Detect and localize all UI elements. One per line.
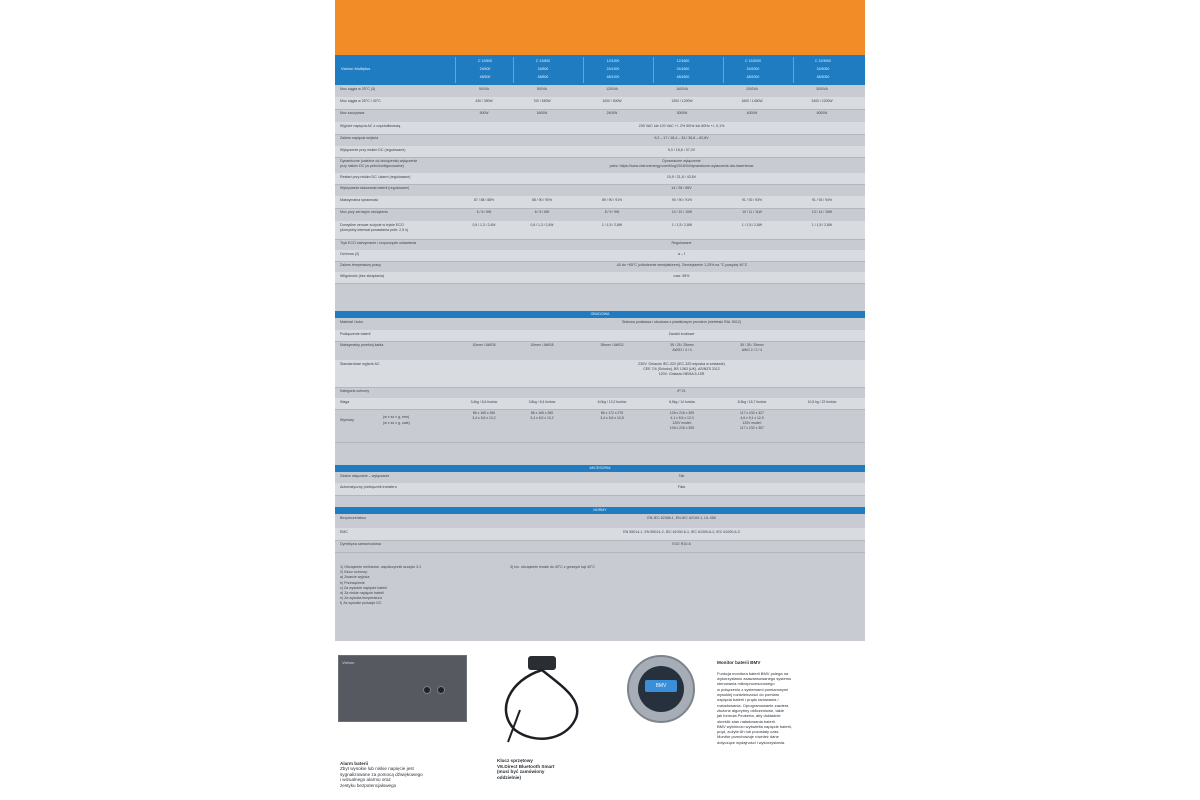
row-label: Zdalne włączanie – wyłączanie [340,474,390,478]
row-label: Moc przy zerowym obciążeniu [340,210,389,214]
row-value: ECE R10-6 [672,542,691,546]
monitor-display: BMV [645,680,677,692]
table-row [335,540,865,553]
row-cell: 105 x 216 x 305 4,1 x 8,5 x 12,0 120V model: 105 x 216 x 305 [669,411,695,430]
row-cell: 88 / 90 / 90% [532,198,552,202]
row-value: 230V: Gniazdo IEC-320 (IEC-320 wtyczka w zestawie) CEE 7/4 (Schuko), BS 1363 (UK), AS/NZS 3112 120V: Gniazdo NEMA 5-15R [638,362,725,376]
spec-table [335,55,865,641]
row-label: Wymiary [340,418,354,422]
footnote-left: 1) Obciążenie nieliniowe, współczynnik szczytu 3:1 2) Klucz ochrony: a) Zwarcie wyjścia b) Przeciążenie c) Za wysokie napięcie baterii d) Za niskie napięcie baterii e) Za wysoka temperatura f) Za wysokie pulsacje DC [340,565,422,606]
footnote-right: 3) Inc. obciążenie trwałe do 40°C z gorszym kąt 40°C [510,565,595,569]
footnotes [340,565,860,606]
dongle-caption: Klucz sprzętowy VE.Direct Bluetooth Smart (musi być zamówiony oddzielnie) [497,758,555,780]
model-column-header: C 12/800 24/800 48/800 [513,57,572,83]
row-label: Domyślne zerowe zużycie w trybie ECO (domyślny interwał ponawiania prób: 2,5 s) [340,223,409,232]
row-label: Zakres temperatury pracy [340,263,381,267]
row-label: Kategoria ochrony [340,389,370,393]
row-cell: 10mm² / AWG8 [530,343,554,347]
row-cell: 2000VA [746,87,758,91]
row-label: Moc szczytowa [340,111,365,115]
row-label: Tryb ECO zatrzymanie i rozpoczęcie ustawienia [340,241,417,245]
knob-icon [423,686,431,694]
row-cell: 2400W [606,111,618,115]
row-cell: 87 / 88 / 88% [474,198,494,202]
row-cell: 1 / 1,5 / 2,8W [601,223,623,227]
monitor-description-block [717,655,861,750]
row-cell: 4000W [746,111,758,115]
row-cell: 1600VA [676,87,688,91]
row-label: Bezpieczeństwo [340,516,366,520]
row-label: Materiał i kolor [340,320,364,324]
row-cell: 3000W [676,111,688,115]
row-cell: 86 x 165 x 260 3,4 x 6,5 x 10,2 [472,411,496,420]
row-label: EMC [340,530,348,534]
row-label: Moc ciągła w 25°C / 40°C [340,99,381,103]
row-value: 230 VAC lub 120 VAC +/- 2% 50Hz lub 60Hz +/- 0,1% [638,124,725,128]
section-header-accessories: AKCESORIA [335,465,865,472]
cable-end-icon [508,710,520,742]
table-row [335,483,865,496]
panel-logo: Victron [342,660,355,665]
table-row [335,514,865,529]
row-value: EN 55014-1, EN 55014-2, IEC 61000-6-1, IEC 61000-6-2, IEC 61000-6-3 [623,530,740,534]
row-cell: 6,5kg / 14 funtów [669,400,695,404]
row-cell: 0,6 / 1,3 / 2,4W [472,223,496,227]
alarm-caption [340,755,465,794]
table-row [335,409,865,443]
row-cell: 91 / 92 / 94% [812,198,832,202]
row-label: Ochrona (2) [340,252,360,256]
table-row [335,341,865,361]
row-label: Wyłączenie przy niskim DC (regulowane) [340,148,406,152]
row-cell: 800VA [537,87,547,91]
row-cell: 900W [479,111,489,115]
row-cell: 0,6 / 1,3 / 2,4W [530,223,554,227]
cable-icon [506,670,577,739]
table-row [335,360,865,388]
row-value: -40 do +65°C (chłodzenie wentylatorem). Zmniejszenie 1,25% na °C powyżej 40°C [615,263,748,267]
row-value: Stalowa podstawa i obudowa z plastikowym przodem (niebieski RAL 5012) [621,320,742,324]
row-value: 10,9 / 21,8 / 43,6V [666,175,697,179]
row-cell: 1 / 1,5 / 2,8W [811,223,833,227]
row-cell: 6,0kg / 13,2 funtów [597,400,627,404]
monitor-face [638,666,684,712]
table-header [335,55,865,85]
row-cell: 700 / 650W [533,99,551,103]
row-label: Automatyczny przełącznik transferu [340,485,397,489]
row-label: Podłączenie baterii [340,332,371,336]
row-value: Dynamiczne wyłączenie patrz: https://www.victronenergy.com/blog/2018/04/dynamiczne-wylaczenie-dla-inwerterow [609,159,754,168]
row-value: Regulowane [671,241,692,245]
row-cell: 1600 / 1450W [741,99,763,103]
row-cell: 86 x 165 x 260 3,4 x 6,5 x 10,2 [530,411,554,420]
row-label: Standardowe wyjście AC [340,362,380,366]
alarm-description: Zbyt wysokie lub niskie napięcie jest sygnalizowane za pomocą dźwiękowego i wizualnego alarmu oraz zestyku bezpotencjałowego [340,766,423,788]
row-label: Restart przy niskim DC i alarm (regulowane) [340,175,411,179]
table-row [335,157,865,174]
row-label: Wykrywanie ładowania baterii (regulowane) [340,186,410,190]
row-cell: 117 x 232 x 327 4,6 x 9,1 x 12,9 120V model: 117 x 232 x 367 [740,411,764,430]
alarm-title: Alarm baterii [340,760,369,766]
battery-monitor-image [627,655,695,723]
row-cell: 90 / 90 / 91% [672,198,692,202]
row-cell: 1300 / 1200W [671,99,693,103]
row-cell: 2400 / 2200W [811,99,833,103]
row-label: Zakres napięcia wejścia [340,136,379,140]
row-value: Filax [677,485,686,489]
spec-sheet [335,0,865,800]
dongle-body-icon [528,656,556,670]
table-title: Victron Multiplus [341,66,371,71]
row-cell: 89 / 90 / 91% [602,198,622,202]
row-value: Zaciski śrubowe [668,332,695,336]
row-cell: 35mm² / AWG2 [600,343,624,347]
row-cell: 86 x 172 x 275 3,4 x 6,8 x 10,8 [600,411,624,420]
row-label: Wilgotność (bez skraplania) [340,274,385,278]
row-cell: 6 / 6 / 6W [476,210,492,214]
monitor-description: Funkcja monitora baterii BMV polega na wykorzystaniu zaawansowanego systemu sterowania mikroprocesorowego w połączeniu z systemami pomiarowymi wysokiej rozdzielczości do pomiaru napięcia baterii i prądu ładowania / rozładowania. Oprogramowanie zawiera złożone algorytmy obliczeniowe, takie jak formuła Peukerta, aby dokładnie określić stan naładowania baterii. BMV wybiórczo wyświetla napięcie baterii, prąd, zużyte Ah lub pozostały czas. Monitor przechowuje również dane dotyczące wydajności i wykorzystania. [717,670,792,745]
row-cell: 6 / 5 / 6W [534,210,550,214]
model-column-header: 12/1200 24/1200 48/1200 [583,57,642,83]
row-cell: 1600W [536,111,548,115]
row-value: 14 / 28 / 56V [671,186,692,190]
row-label: Wyjście napięcia AC z częstotliwością [340,124,401,128]
bluetooth-dongle-image [490,650,600,750]
table-row [335,272,865,284]
row-cell: 3,4kg / 6,6 funtów [470,400,498,404]
knob-icon [437,686,445,694]
row-cell: 8 / 9 / 9W [604,210,620,214]
row-value: 9,2 – 17 / 18,4 – 34 / 36,8 – 62,8V [654,136,709,140]
row-cell: 10 / 11 / 11W [742,210,762,214]
row-label: Maksymalna sprawność [340,198,379,202]
row-cell: 35 / 35 / 25mm² AWG 2 / 2 / 4 [740,343,764,352]
model-column-header: C 12/500 24/500 48/500 [455,57,514,83]
row-value: 9,3 / 18,6 / 37,2V [667,148,696,152]
row-value: max. 95% [673,274,690,278]
row-cell: 10mm² / AWG8 [472,343,496,347]
row-cell: 35 / 25 / 25mm² AWG2 / 4 / 4 [670,343,694,352]
row-cell: 430 / 350W [475,99,493,103]
row-cell: 13 / 14 / 15W [811,210,833,214]
row-value: Tak [678,474,685,478]
row-value: IP 21 [677,389,686,393]
model-column-header: 12/1600 24/1600 48/1600 [653,57,712,83]
row-sublabel: (w x sz x g, cale) [383,421,410,425]
alarm-panel-image [338,655,467,722]
row-cell: 10 / 10 / 10W [671,210,693,214]
row-cell: 1000 / 900W [602,99,622,103]
row-label: Moc ciągła w 25°C (3) [340,87,376,91]
model-column-header: C 12/2000 24/2000 48/2000 [723,57,782,83]
row-cell: 3000VA [816,87,828,91]
row-value: a – f [678,252,685,256]
table-row [335,221,865,240]
row-cell: 500VA [479,87,489,91]
row-cell: 1 / 1,5 / 2,8W [671,223,693,227]
row-cell: 1 / 1,5 / 2,8W [741,223,763,227]
section-header-standards: NORMY [335,507,865,514]
row-cell: 10,5 kg / 22 funtów [807,400,837,404]
row-cell: 8,5kg / 18,7 funtów [737,400,767,404]
orange-banner [335,0,865,55]
row-cell: 6000W [816,111,828,115]
row-label: Maksymalny przekrój kabla [340,343,384,347]
row-cell: 1200VA [606,87,618,91]
row-label: Waga [340,400,350,404]
section-header-housing: OBUDOWA [335,311,865,318]
row-sublabel: (w x sz x g, mm) [383,415,410,419]
monitor-title: Monitor baterii BMV [717,660,761,666]
row-label: Dyrektywa samochodowa [340,542,381,546]
row-cell: 3,8kg / 8,4 funtów [528,400,556,404]
model-column-header: C 12/3000 24/3000 48/3000 [793,57,852,83]
row-value: EN-IEC 62368-1, EN-IEC 62109-1, UL 458 [647,516,716,520]
table-row [335,208,865,222]
row-cell: 91 / 92 / 93% [742,198,762,202]
table-row [335,109,865,123]
row-label: Dynamiczne (zależne od obciążenia) wyłączenie przy niskim DC (w pełni konfigurowalne) [340,159,418,168]
